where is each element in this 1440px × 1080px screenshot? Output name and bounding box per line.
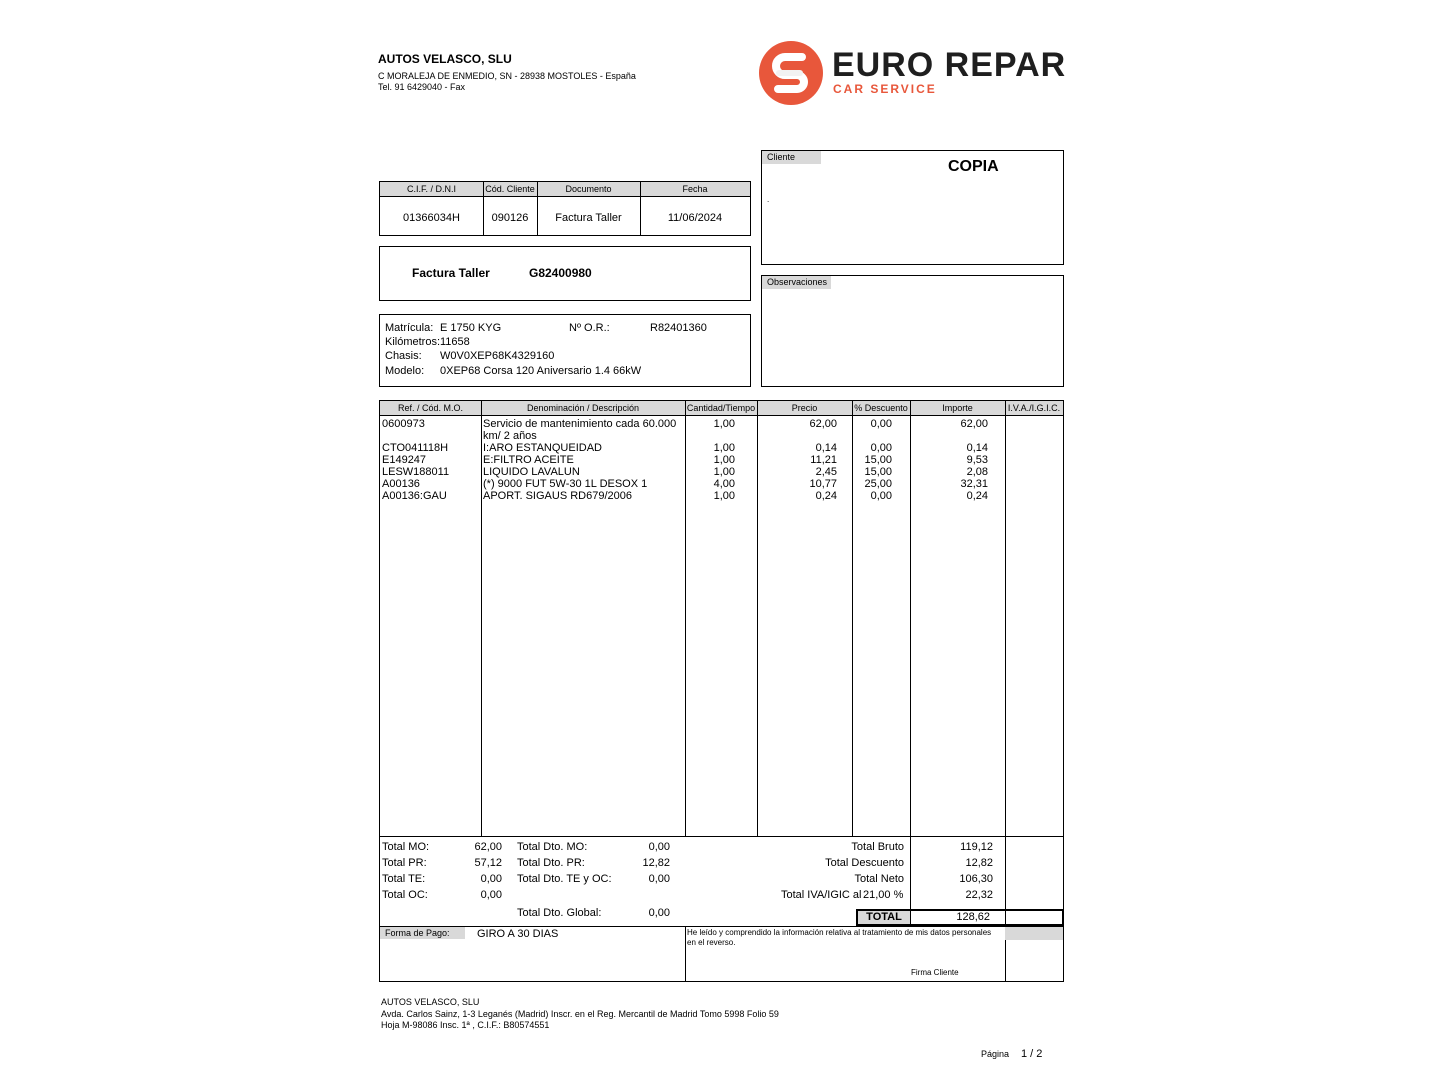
row-amount: 32,31 [960,478,988,490]
payment-label: Forma de Pago: [380,927,465,939]
row-price: 0,24 [815,490,837,502]
row-discount: 0,00 [870,442,892,454]
row-ref: LESW188011 [382,466,450,478]
ref-header: Ref. / Cód. M.O. [397,403,464,413]
total-dto-teoc-value: 0,00 [648,873,670,885]
vat-header: I.V.A./I.G.I.C. [1007,403,1061,413]
plate-value: E 1750 KYG [440,322,502,334]
row-qty: 1,00 [713,418,735,430]
copy-label: COPIA [948,158,999,175]
row-desc: APORT. SIGAUS RD679/2006 [483,490,632,502]
signature-label: Firma Cliente [911,968,959,977]
vehicle-box [379,314,751,387]
row-price: 10,77 [809,478,837,490]
payment-value: GIRO A 30 DIAS [477,928,559,940]
row-desc-line2: km/ 2 años [483,430,537,442]
total-bruto-label: Total Bruto [851,841,904,853]
client-box [761,150,1064,265]
total-neto-value: 106,30 [959,873,993,885]
cif-value: 01366034H [403,212,460,224]
observations-box [761,275,1064,387]
total-dto-global-label: Total Dto. Global: [517,907,602,919]
footer-registry: Hoja M-98086 Insc. 1ª , C.I.F.: B80574551 [381,1020,550,1030]
row-discount: 0,00 [870,490,892,502]
total-iva-value: 22,32 [965,889,993,901]
model-value: 0XEP68 Corsa 120 Aniversario 1.4 66kW [440,365,642,377]
plate-label: Matrícula: [385,322,434,334]
total-te-value: 0,00 [480,873,502,885]
table-row [380,466,1063,478]
total-dto-pr-label: Total Dto. PR: [517,857,585,869]
grand-total-box [856,909,1064,926]
total-iva-rate: 21,00 % [863,889,904,901]
table-row [380,418,1063,430]
row-desc: Servicio de mantenimiento cada 60.000 [483,418,677,430]
logo-brand: EURO REPAR [832,46,1067,84]
row-price: 62,00 [809,418,837,430]
desc-header: Denominación / Descripción [526,403,640,413]
model-label: Modelo: [385,365,425,377]
row-ref: A00136:GAU [382,490,447,502]
row-discount: 0,00 [870,418,892,430]
invoice-number: G82400980 [529,266,592,280]
row-qty: 4,00 [713,478,735,490]
total-pr-label: Total PR: [382,857,427,869]
footer-company: AUTOS VELASCO, SLU [381,997,480,1007]
lines-table [379,400,1064,982]
total-descuento-label: Total Descuento [825,857,904,869]
chassis-label: Chasis: [385,350,422,362]
total-mo-label: Total MO: [382,841,430,853]
footer-address: Avda. Carlos Sainz, 1-3 Leganés (Madrid) Inscr. en el Reg. Mercantil de Madrid Tomo 5998 Folio 59 [381,1009,779,1019]
row-amount: 0,24 [966,490,988,502]
client-placeholder: . [767,195,770,204]
total-pr-value: 57,12 [474,857,502,869]
row-desc: LIQUIDO LAVALUN [483,466,580,478]
total-dto-mo-value: 0,00 [648,841,670,853]
row-price: 2,45 [815,466,837,478]
amount-header: Importe [942,403,973,413]
invoice-title-box [379,246,751,301]
table-row [380,490,1063,502]
table-row [380,442,1063,454]
total-iva-label: Total IVA/IGIC al [781,889,862,901]
logo-tagline: CAR SERVICE [833,82,937,96]
total-dto-global-value: 0,00 [648,907,670,919]
row-qty: 1,00 [713,442,735,454]
total-descuento-value: 12,82 [965,857,993,869]
privacy-note: He leído y comprendido la información relativa al tratamiento de mis datos personales en el reverso. [687,928,992,947]
or-label: Nº O.R.: [569,322,610,334]
id-table [379,181,751,236]
row-price: 11,21 [810,454,837,466]
total-oc-value: 0,00 [480,889,502,901]
document-value: Factura Taller [555,212,622,224]
total-mo-value: 62,00 [474,841,502,853]
or-value: R82401360 [650,322,707,334]
row-ref: 0600973 [382,418,425,430]
client-label: Cliente [762,151,821,164]
row-amount: 62,00 [960,418,988,430]
discount-header: % Descuento [854,403,908,413]
total-oc-label: Total OC: [382,889,428,901]
table-row [380,478,1063,490]
row-amount: 0,14 [966,442,988,454]
total-dto-mo-label: Total Dto. MO: [517,841,588,853]
company-phone: Tel. 91 6429040 - Fax [378,82,466,92]
page-number: 1 / 2 [1021,1048,1043,1060]
row-amount: 9,53 [966,454,988,466]
total-dto-teoc-label: Total Dto. TE y OC: [517,873,612,885]
table-row-continuation [380,430,1063,442]
row-desc: E:FILTRO ACEITE [483,454,574,466]
date-value: 11/06/2024 [667,212,723,224]
table-row [380,454,1063,466]
date-header: Fecha [682,184,708,194]
qty-header: Cantidad/Tiempo [686,403,756,413]
row-ref: CTO041118H [382,442,449,454]
client-code-value: 090126 [491,212,529,224]
row-ref: E149247 [382,454,427,466]
row-discount: 25,00 [864,478,892,490]
row-qty: 1,00 [713,466,735,478]
euro-repar-logo [758,40,1078,108]
row-discount: 15,00 [864,454,892,466]
row-price: 0,14 [815,442,837,454]
total-dto-pr-value: 12,82 [642,857,670,869]
price-header: Precio [791,403,818,413]
client-code-header: Cód. Cliente [485,184,535,194]
row-desc: (*) 9000 FUT 5W-30 1L DESOX 1 [483,478,648,490]
row-amount: 2,08 [966,466,988,478]
grand-total-label: TOTAL [866,911,902,923]
row-qty: 1,00 [713,490,735,502]
row-desc: I:ARO ESTANQUEIDAD [483,442,602,454]
euro-repar-emblem-icon [758,40,824,106]
total-bruto-value: 119,12 [960,841,993,853]
document-header: Documento [565,184,612,194]
company-address: C MORALEJA DE ENMEDIO, SN - 28938 MOSTOLES - España [378,71,636,81]
company-name: AUTOS VELASCO, SLU [378,52,512,66]
invoice-type: Factura Taller [412,266,490,280]
total-te-label: Total TE: [382,873,426,885]
observations-label: Observaciones [762,276,831,289]
page-label: Página [981,1049,1010,1059]
total-neto-label: Total Neto [854,873,904,885]
row-ref: A00136 [382,478,420,490]
km-value: 11658 [440,336,470,348]
cif-header: C.I.F. / D.N.I [406,184,456,194]
chassis-value: W0V0XEP68K4329160 [440,350,555,362]
row-discount: 15,00 [864,466,892,478]
km-label: Kilómetros: [385,336,441,348]
row-qty: 1,00 [713,454,735,466]
grand-total-value: 128,62 [956,911,990,923]
